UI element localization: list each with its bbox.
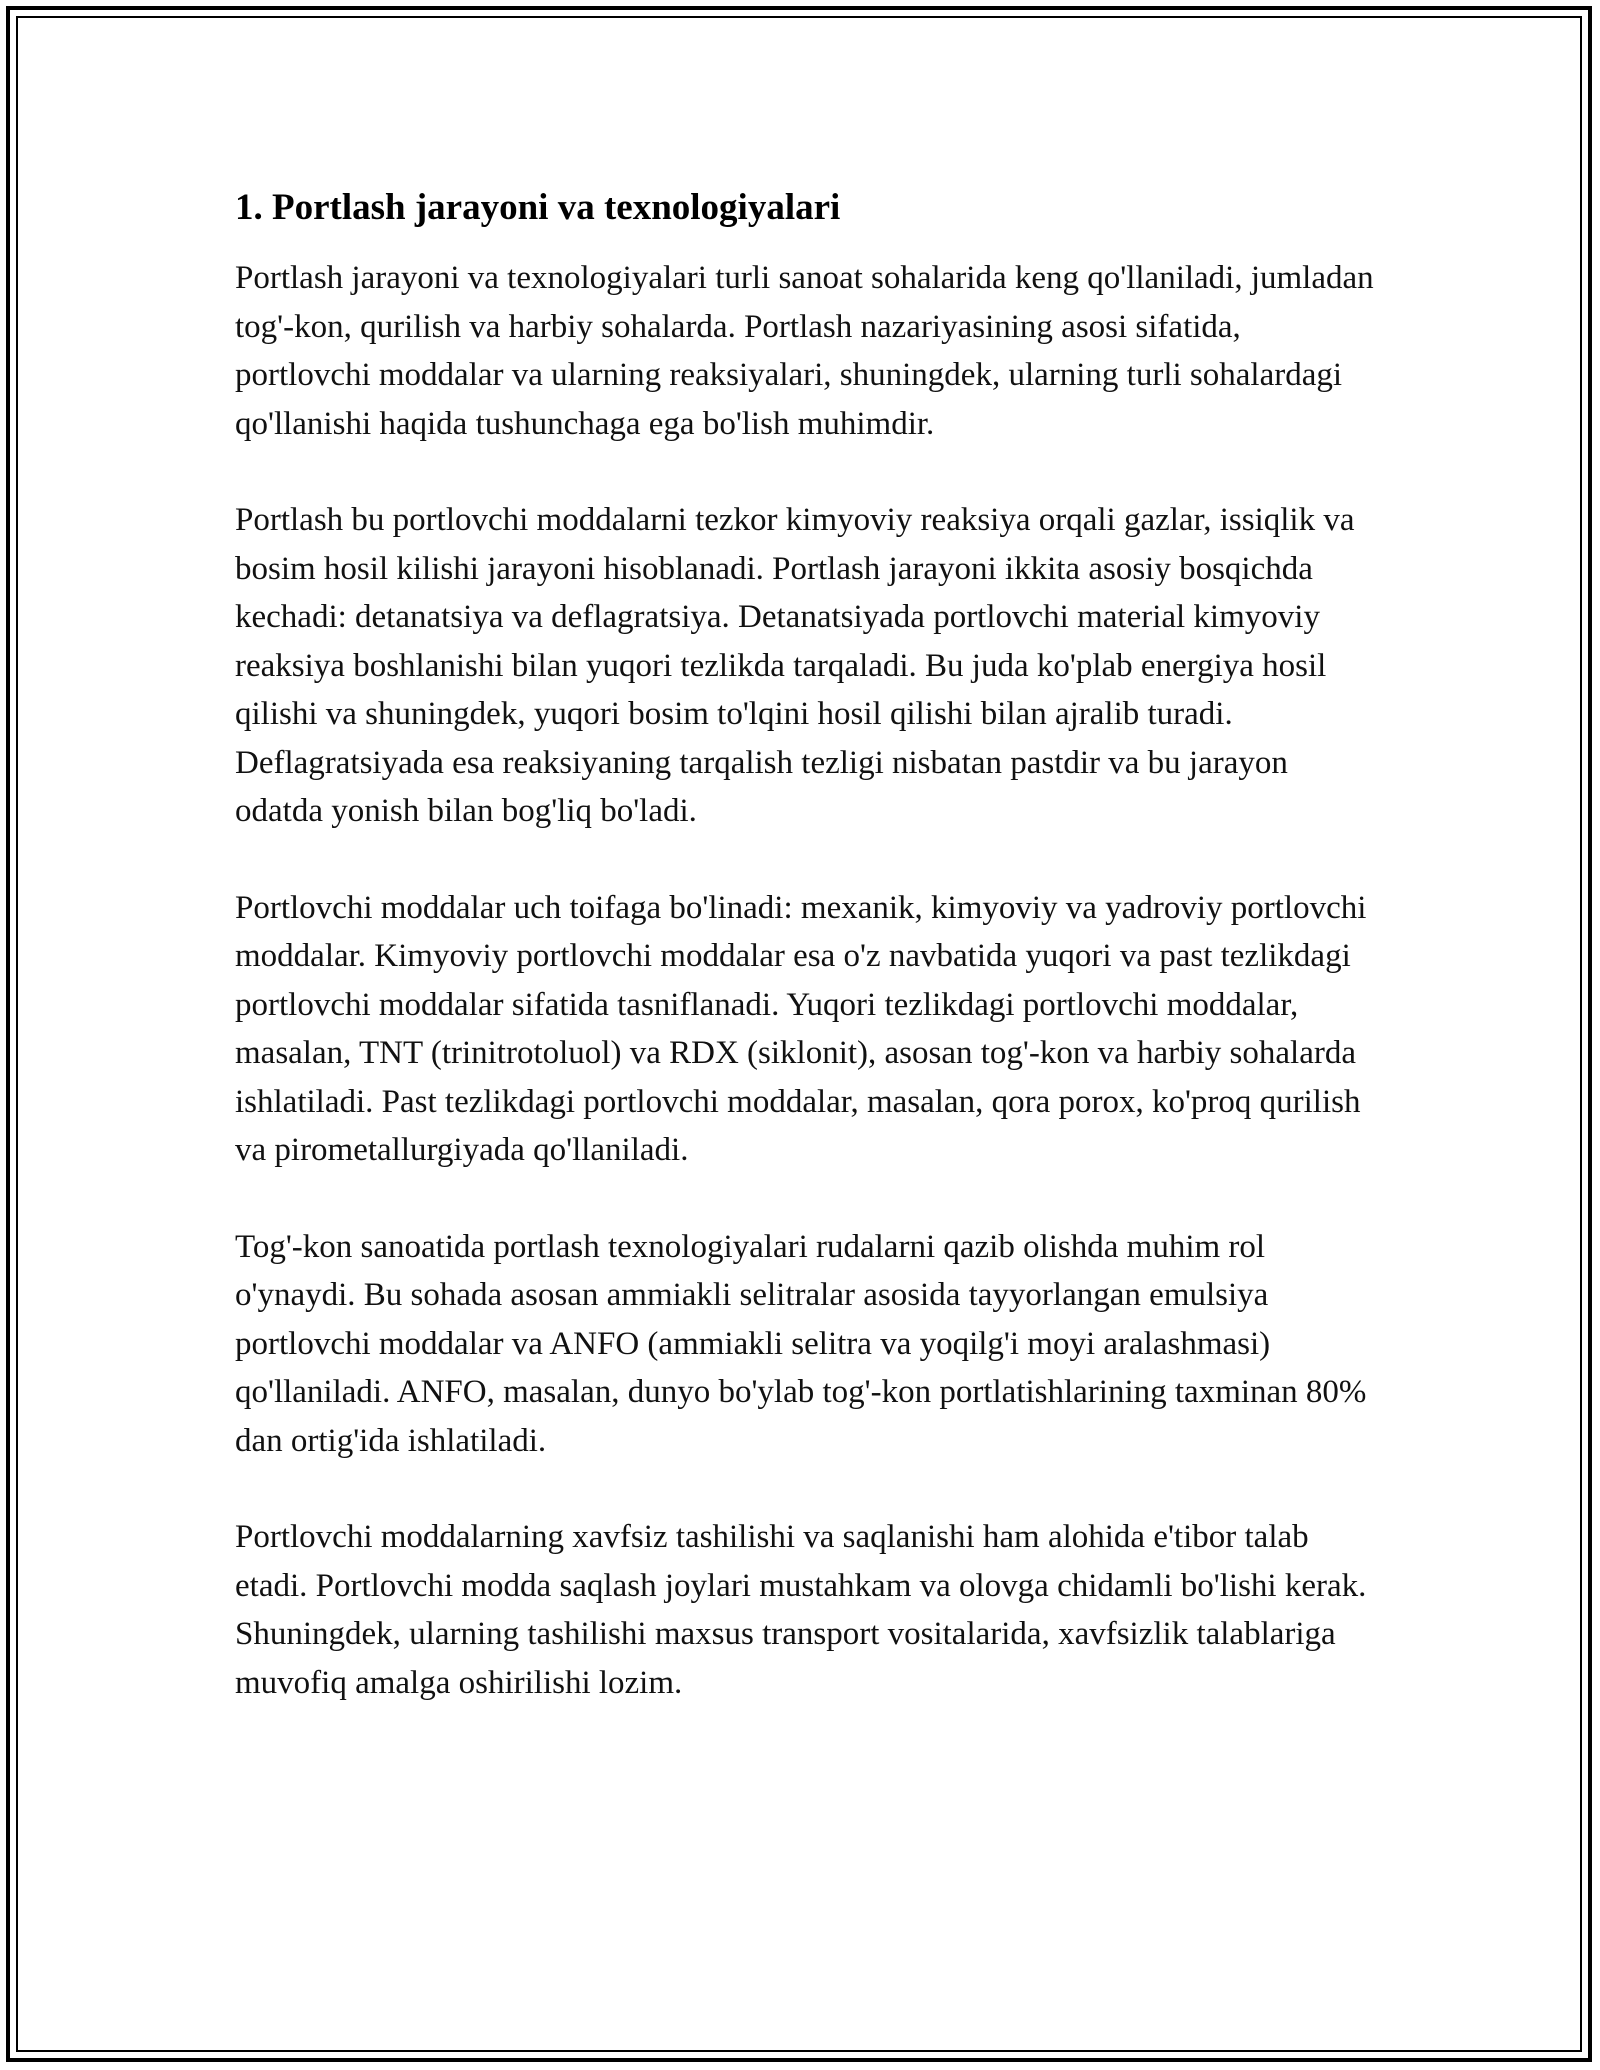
paragraph-explosion-process: Portlash bu portlovchi moddalarni tezkor kimyoviy reaksiya orqali gazlar, issiqlik va bosim hosil kilishi jarayoni hisoblanadi. Portlash jarayoni ikkita asosiy bosqichda kechadi: detanatsiya va deflagratsiya. Detanatsiyada portlovchi material kimyoviy reaksiya boshlanishi bilan yuqori tezlikda tarqaladi. Bu juda ko'plab energiya hosil qilishi va shuningdek, yuqori bosim to'lqini hosil qilishi bilan ajralib turadi. Deflagratsiyada esa reaksiyaning tarqalish tezligi nisbatan pastdir va bu jarayon odatda yonish bilan bog'liq bo'ladi. — [235, 502, 1355, 829]
paragraph-mining-use: Tog'-kon sanoatida portlash texnologiyalari rudalarni qazib olishda muhim rol o'ynaydi. Bu sohada asosan ammiakli selitralar asosida tayyorlangan emulsiya portlovchi moddalar va ANFO (ammiakli selitra va yoqilg'i moyi aralashmasi) qo'llaniladi. ANFO, masalan, dunyo bo'ylab tog'-kon portlatishlarining taxminan 80% dan ortig'ida ishlatiladi. — [235, 1228, 1367, 1459]
document-body — [235, 184, 1375, 1755]
section-heading: 1. Portlash jarayoni va texnologiyalari — [235, 187, 841, 228]
paragraph-explosive-types: Portlovchi moddalar uch toifaga bo'linadi: mexanik, kimyoviy va yadroviy portlovchi moddalar. Kimyoviy portlovchi moddalar esa o'z navbatida yuqori va past tezlikdagi portlovchi moddalar sifatida tasniflanadi. Yuqori tezlikdagi portlovchi moddalar, masalan, TNT (trinitrotoluol) va RDX (siklonit), asosan tog'-kon va harbiy sohalarda ishlatiladi. Past tezlikdagi portlovchi moddalar, masalan, qora porox, ko'proq qurilish va pirometallurgiyada qo'llaniladi. — [235, 889, 1367, 1168]
paragraph-safety: Portlovchi moddalarning xavfsiz tashilishi va saqlanishi ham alohida e'tibor talab etadi. Portlovchi modda saqlash joylari mustahkam va olovga chidamli bo'lishi kerak. Shuningdek, ularning tashilishi maxsus transport vositalarida, xavfsizlik talablariga muvofiq amalga oshirilishi lozim. — [235, 1519, 1367, 1701]
paragraph-intro: Portlash jarayoni va texnologiyalari turli sanoat sohalarida keng qo'llaniladi, jumladan tog'-kon, qurilish va harbiy sohalarda. Portlash nazariyasining asosi sifatida, portlovchi moddalar va ularning reaksiyalari, shuningdek, ularning turli sohalardagi qo'llanishi haqida tushunchaga ega bo'lish muhimdir. — [235, 260, 1374, 442]
